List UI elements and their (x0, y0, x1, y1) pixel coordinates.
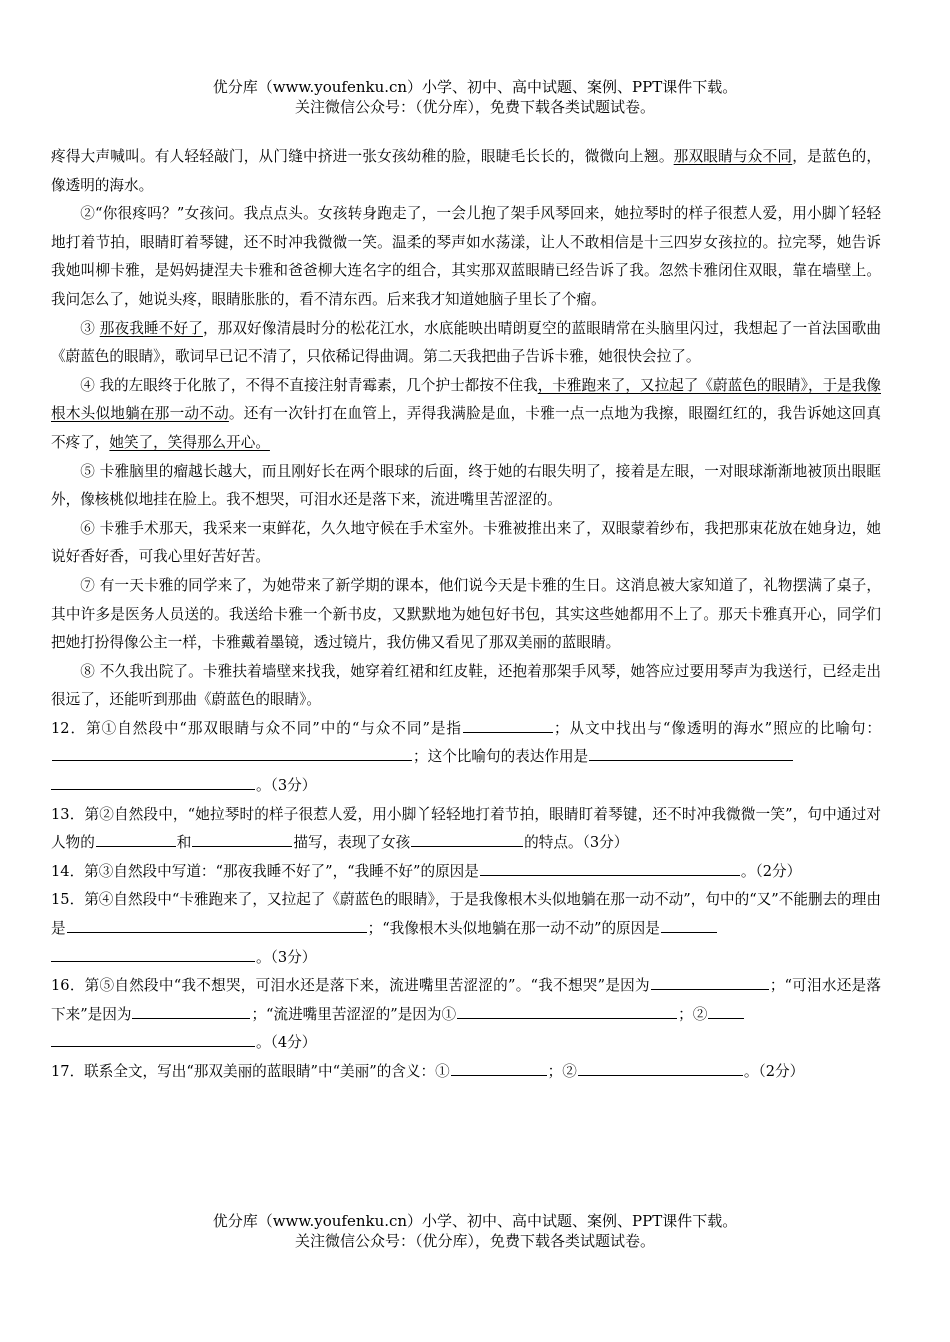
answer-blank[interactable] (480, 860, 740, 876)
answer-blank[interactable] (96, 831, 176, 847)
question-text: 17．联系全文，写出“那双美丽的蓝眼睛”中“美丽”的含义：① (51, 1063, 450, 1080)
answer-blank[interactable] (457, 1003, 677, 1019)
answer-blank[interactable] (52, 745, 412, 761)
paragraph-text: ④ 我的左眼终于化脓了，不得不直接注射青霉素，几个护士都按不住我 (80, 376, 538, 394)
question-17 (51, 1058, 881, 1087)
answer-blank[interactable] (578, 1060, 743, 1076)
question-16 (51, 972, 881, 1058)
answer-blank[interactable] (51, 774, 255, 790)
answer-blank[interactable] (51, 946, 255, 962)
paragraph-8: ⑧ 不久我出院了。卡雅扶着墙壁来找我，她穿着红裙和红皮鞋，还抱着那架手风琴，她答应过要用琴声为我送行，已经走出很远了，还能听到那曲《蔚蓝色的眼睛》。 (51, 662, 881, 709)
question-text: ；② (547, 1063, 577, 1080)
question-text: ；“流进嘴里苦涩涩的”是因为① (251, 1005, 457, 1023)
underlined-phrase: 她笑了，笑得那么开心。 (109, 433, 270, 451)
footer-line-2: 关注微信公众号：（优分库），免费下载各类试题试卷。 (294, 1232, 655, 1250)
answer-blank[interactable] (708, 1003, 744, 1019)
question-text: ；从文中找出与“像透明的海水”照应的比喻句： (554, 719, 881, 737)
question-15 (51, 886, 881, 972)
paragraph-2: ②“你很疼吗？”女孩问。我点点头。女孩转身跑走了，一会儿抱了架手风琴回来，她拉琴时的样子很惹人爱，用小脚丫轻轻地打着节拍，眼睛盯着琴键，还不时冲我微微一笑。温柔的琴声如水荡漾，让人不敢相信是十三四岁女孩拉的。拉完琴，她告诉我她叫柳卡雅，是妈妈捷涅夫卡雅和爸爸柳大连名字的组合，其实那双蓝眼睛已经告诉了我。忽然卡雅闭住双眼，靠在墙壁上。我问怎么了，她说头疼，眼睛胀胀的，看不清东西。后来我才知道她脑子里长了个瘤。 (51, 205, 881, 308)
question-text: 14．第③自然段中写道：“那夜我睡不好了”，“我睡不好”的原因是 (51, 862, 479, 880)
question-text: 12．第①自然段中“那双眼睛与众不同”中的“与众不同”是指 (51, 719, 462, 737)
answer-blank[interactable] (192, 831, 292, 847)
question-text: 。（2分） (743, 1063, 805, 1080)
answer-blank[interactable] (463, 717, 553, 733)
answer-blank[interactable] (451, 1060, 547, 1076)
question-13 (51, 801, 881, 858)
paragraph-5: ⑤ 卡雅脑里的瘤越长越大，而且刚好长在两个眼球的后面，终于她的右眼失明了，接着是左眼，一对眼球渐渐地被顶出眼眶外，像核桃似地挂在脸上。我不想哭，可泪水还是落下来，流进嘴里苦涩涩的。 (51, 462, 881, 509)
answer-blank[interactable] (589, 745, 793, 761)
answer-blank[interactable] (661, 917, 717, 933)
question-text: 。（3分） (256, 777, 317, 795)
paragraph-4 (51, 372, 881, 458)
question-text: 。（4分） (256, 1034, 317, 1052)
question-text: 和 (176, 834, 192, 852)
paragraph-3 (51, 315, 881, 372)
question-text: 。（2分） (740, 862, 802, 880)
question-text: 的特点。（3分） (524, 834, 629, 852)
paragraph-text: 。还有一次针打在血管上，弄得我满脸是血，卡雅一点一点地为我擦，眼圈红红的，我告诉她这回真不疼了， (51, 405, 881, 451)
header-line-1: 优分库（www.youfenku.cn）小学、初中、高中试题、案例、PPT课件下载。 (212, 78, 738, 96)
paragraph-1 (51, 143, 881, 200)
question-text: ；“我像根木头似地躺在那一动不动”的原因是 (367, 920, 660, 938)
underlined-phrase: 那双眼睛与众不同 (673, 148, 793, 165)
question-text: 15．第④自然段中“卡雅跑来了，又拉起了《蔚蓝色的眼睛》，于是我像根木头似地躺在那一动不动”，句中的“又”不能删去的理由是 (51, 891, 881, 938)
question-text: 13．第②自然段中，“她拉琴时的样子很惹人爱，用小脚丫轻轻地打着节拍，眼睛盯着琴键，还不时冲我微微一笑”，句中通过对人物的 (51, 805, 881, 852)
underlined-phrase: ，卡雅跑来了，又拉起了《蔚蓝色的眼睛》，于是我像根木头似地躺在那一动不动 (51, 376, 881, 423)
answer-blank[interactable] (651, 974, 769, 990)
question-text: ；这个比喻句的表达作用是 (413, 748, 589, 766)
paragraph-text: ，那双好像清晨时分的松花江水，水底能映出晴朗夏空的蓝眼睛常在头脑里闪过，我想起了一首法国歌曲《蔚蓝色的眼睛》，歌词早已记不清了，只依稀记得曲调。第二天我把曲子告诉卡雅，她很快会拉了。 (51, 319, 881, 366)
paragraph-7: ⑦ 有一天卡雅的同学来了，为她带来了新学期的课本，他们说今天是卡雅的生日。这消息被大家知道了，礼物摆满了桌子，其中许多是医务人员送的。我送给卡雅一个新书皮，又默默地为她包好书包，其实这些她都用不上了。那天卡雅真开心，同学们把她打扮得像公主一样，卡雅戴着墨镜，透过镜片，我仿佛又看见了那双美丽的蓝眼睛。 (51, 576, 881, 652)
question-text: ；“可泪水还是落下来”是因为 (51, 977, 881, 1023)
document-body (51, 143, 881, 1087)
paragraph-text: ，是蓝色的，像透明的海水。 (51, 148, 881, 194)
answer-blank[interactable] (67, 917, 367, 933)
question-text: 描写，表现了女孩 (293, 834, 411, 852)
question-12 (51, 715, 881, 801)
paragraph-number: ③ (80, 319, 95, 337)
footer-line-1: 优分库（www.youfenku.cn）小学、初中、高中试题、案例、PPT课件下载。 (212, 1212, 738, 1230)
question-text: 。（3分） (256, 948, 317, 966)
paragraph-text: 疼得大声喊叫。有人轻轻敲门，从门缝中挤进一张女孩幼稚的脸，眼睫毛长长的，微微向上翘。 (51, 148, 674, 165)
question-text: ；② (678, 1005, 708, 1023)
paragraph-6: ⑥ 卡雅手术那天，我采来一束鲜花，久久地守候在手术室外。卡雅被推出来了，双眼蒙着纱布，我把那束花放在她身边，她说好香好香，可我心里好苦好苦。 (51, 519, 881, 566)
question-14 (51, 858, 881, 887)
header-line-2: 关注微信公众号：（优分库），免费下载各类试题试卷。 (294, 98, 655, 116)
underlined-phrase: 那夜我睡不好了 (99, 319, 203, 337)
page-footer (0, 1211, 950, 1251)
answer-blank[interactable] (411, 831, 523, 847)
answer-blank[interactable] (51, 1031, 255, 1047)
answer-blank[interactable] (132, 1003, 250, 1019)
page-header (0, 77, 950, 117)
question-text: 16．第⑤自然段中“我不想哭，可泪水还是落下来，流进嘴里苦涩涩的”。“我不想哭”是因为 (51, 977, 650, 995)
